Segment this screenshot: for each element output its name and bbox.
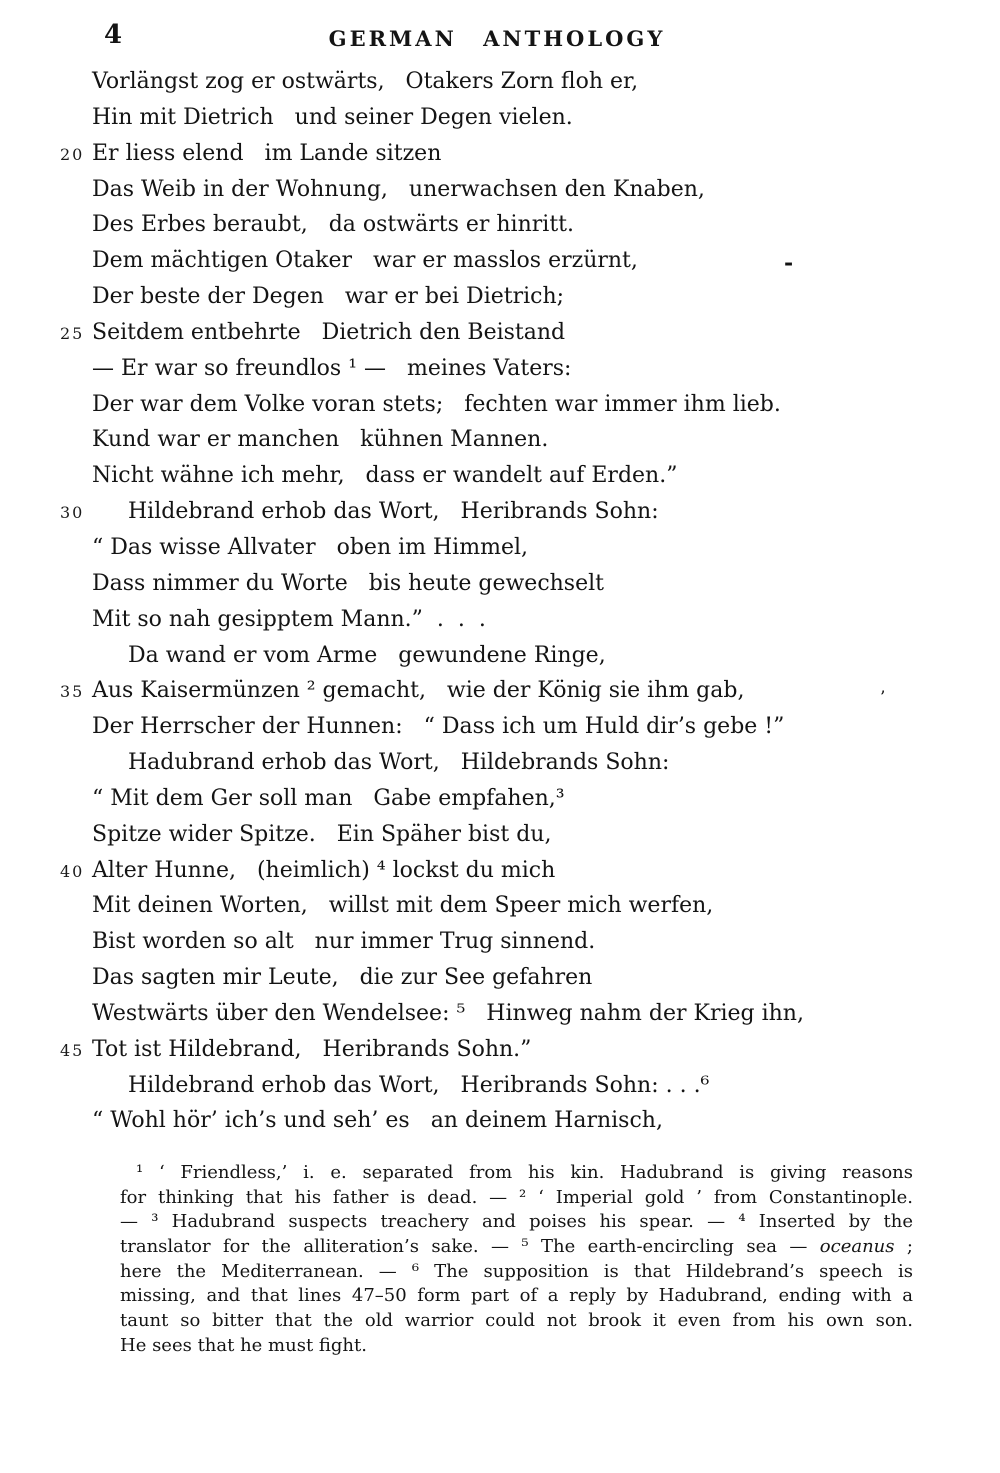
poem-line-text: Nicht wähne ich mehr, dass er wandelt auf Erden.” [92,463,678,489]
poem-line-text: — Er war so freundlos ¹ — meines Vaters: [92,355,572,381]
poem-line [60,853,804,889]
poem-line [60,100,804,136]
poem-line-text: Mit deinen Worten, willst mit dem Speer mich werfen, [92,893,714,919]
poem-line [60,243,804,279]
poem-line [60,1103,804,1139]
footnote-line [120,1235,913,1260]
footnote-text: taunt so bitter that the old warrior could not brook it even from his own son. [120,1310,913,1332]
poem-body [60,64,804,1139]
poem-line-text: Der Herrscher der Hunnen: “ Dass ich um Huld dir’s gebe !” [92,714,785,740]
poem-line-text: Des Erbes beraubt, da ostwärts er hinritt. [92,212,574,238]
poem-line [60,530,804,566]
poem-line [60,924,804,960]
poem-line-text: “ Mit dem Ger soll man Gabe empfahen,³ [92,785,565,811]
line-number: 45 [60,1040,85,1060]
poem-line-text: Der beste der Degen war er bei Dietrich; [92,284,565,310]
poem-line-text: Tot ist Hildebrand, Heribrands Sohn.” [92,1036,532,1062]
poem-line [60,1032,804,1068]
poem-line-text: Er liess elend im Lande sitzen [92,140,442,166]
footnote-line [120,1260,913,1285]
poem-line-text: “ Wohl hör’ ich’s und seh’ es an deinem Harnisch, [92,1108,663,1134]
footnote-text: for thinking that his father is dead. — ² ‘ Imperial gold ’ from Constantinople. [120,1186,913,1208]
poem-line-text: Alter Hunne, (heimlich) ⁴ lockst du mich [92,857,556,883]
poem-line [60,351,804,387]
poem-line [60,781,804,817]
poem-line [60,638,804,674]
print-artifact-tick: ’ [880,688,886,708]
poem-line [60,387,804,423]
footnote-text: — ³ Hadubrand suspects treachery and poises his spear. — ⁴ Inserted by the [120,1211,913,1233]
poem-line [60,960,804,996]
poem-line [60,673,804,709]
footnote-line [120,1161,913,1186]
poem-line-text: Aus Kaisermünzen ² gemacht, wie der König sie ihm gab, [92,678,745,704]
footnote-line [120,1210,913,1235]
poem-line [60,1068,804,1104]
footnote-text: here the Mediterranean. — ⁶ The supposition is that Hildebrand’s speech is [120,1260,913,1282]
poem-line-text: Seitdem entbehrte Dietrich den Beistand [92,319,566,345]
line-number: 35 [60,682,85,702]
poem-line-text: Das sagten mir Leute, die zur See gefahren [92,965,593,991]
poem-line [60,888,804,924]
poem-line [60,315,804,351]
poem-line [60,207,804,243]
footnote-text: translator for the alliteration’s sake. — ⁵ The earth-encircling sea — [120,1236,820,1258]
poem-line-text: Der war dem Volke voran stets; fechten war immer ihm lieb. [92,391,781,417]
poem-line-text: Hin mit Dietrich und seiner Degen vielen. [92,104,573,130]
poem-line-text: Hadubrand erhob das Wort, Hildebrands Sohn: [128,750,670,776]
line-number: 25 [60,323,85,343]
poem-line [60,458,804,494]
poem-line-text: “ Das wisse Allvater oben im Himmel, [92,534,528,560]
poem-line [60,494,804,530]
footnote-text: ¹ ‘ Friendless,’ i. e. separated from his kin. Hadubrand is giving reasons [136,1162,913,1183]
poem-line [60,709,804,745]
line-number: 40 [60,861,85,881]
poem-line [60,566,804,602]
poem-line-text: Kund war er manchen kühnen Mannen. [92,427,549,453]
footnotes-block [120,1161,913,1359]
footnote-italic: oceanus [819,1236,895,1258]
print-artifact-dash: - [784,250,794,276]
footnote-line [120,1334,913,1359]
poem-line [60,64,804,100]
poem-line [60,422,804,458]
running-header: GERMAN ANTHOLOGY [328,26,666,51]
poem-line-text: Westwärts über den Wendelsee: ⁵ Hinweg nahm der Krieg ihn, [92,1000,804,1026]
poem-line [60,279,804,315]
poem-line-text: Dass nimmer du Worte bis heute gewechselt [92,570,604,596]
footnote-text: missing, and that lines 47–50 form part of a reply by Hadubrand, ending with a [120,1285,913,1307]
poem-line [60,745,804,781]
poem-line [60,136,804,172]
poem-line [60,996,804,1032]
poem-line-text: Spitze wider Spitze. Ein Späher bist du, [92,821,552,847]
poem-line [60,172,804,208]
poem-line-text: Vorlängst zog er ostwärts, Otakers Zorn floh er, [92,69,639,94]
poem-line [60,602,804,638]
line-number: 20 [60,144,85,164]
footnote-line [120,1309,913,1334]
poem-line-text: Hildebrand erhob das Wort, Heribrands Sohn: . . .⁶ [128,1072,710,1098]
page-number: 4 [104,20,123,50]
poem-line-text: Mit so nah gesipptem Mann.” . . . [92,606,486,632]
footnote-text: ; [894,1236,913,1258]
footnote-text: He sees that he must fight. [120,1334,367,1356]
poem-line-text: Hildebrand erhob das Wort, Heribrands Sohn: [128,499,659,525]
footnote-line [120,1284,913,1309]
poem-line-text: Da wand er vom Arme gewundene Ringe, [128,642,606,668]
poem-line-text: Dem mächtigen Otaker war er masslos erzürnt, [92,248,638,274]
footnote-line [120,1186,913,1211]
line-number: 30 [60,503,85,523]
poem-line-text: Das Weib in der Wohnung, unerwachsen den Knaben, [92,176,705,202]
poem-line-text: Bist worden so alt nur immer Trug sinnend. [92,929,596,955]
poem-line [60,817,804,853]
